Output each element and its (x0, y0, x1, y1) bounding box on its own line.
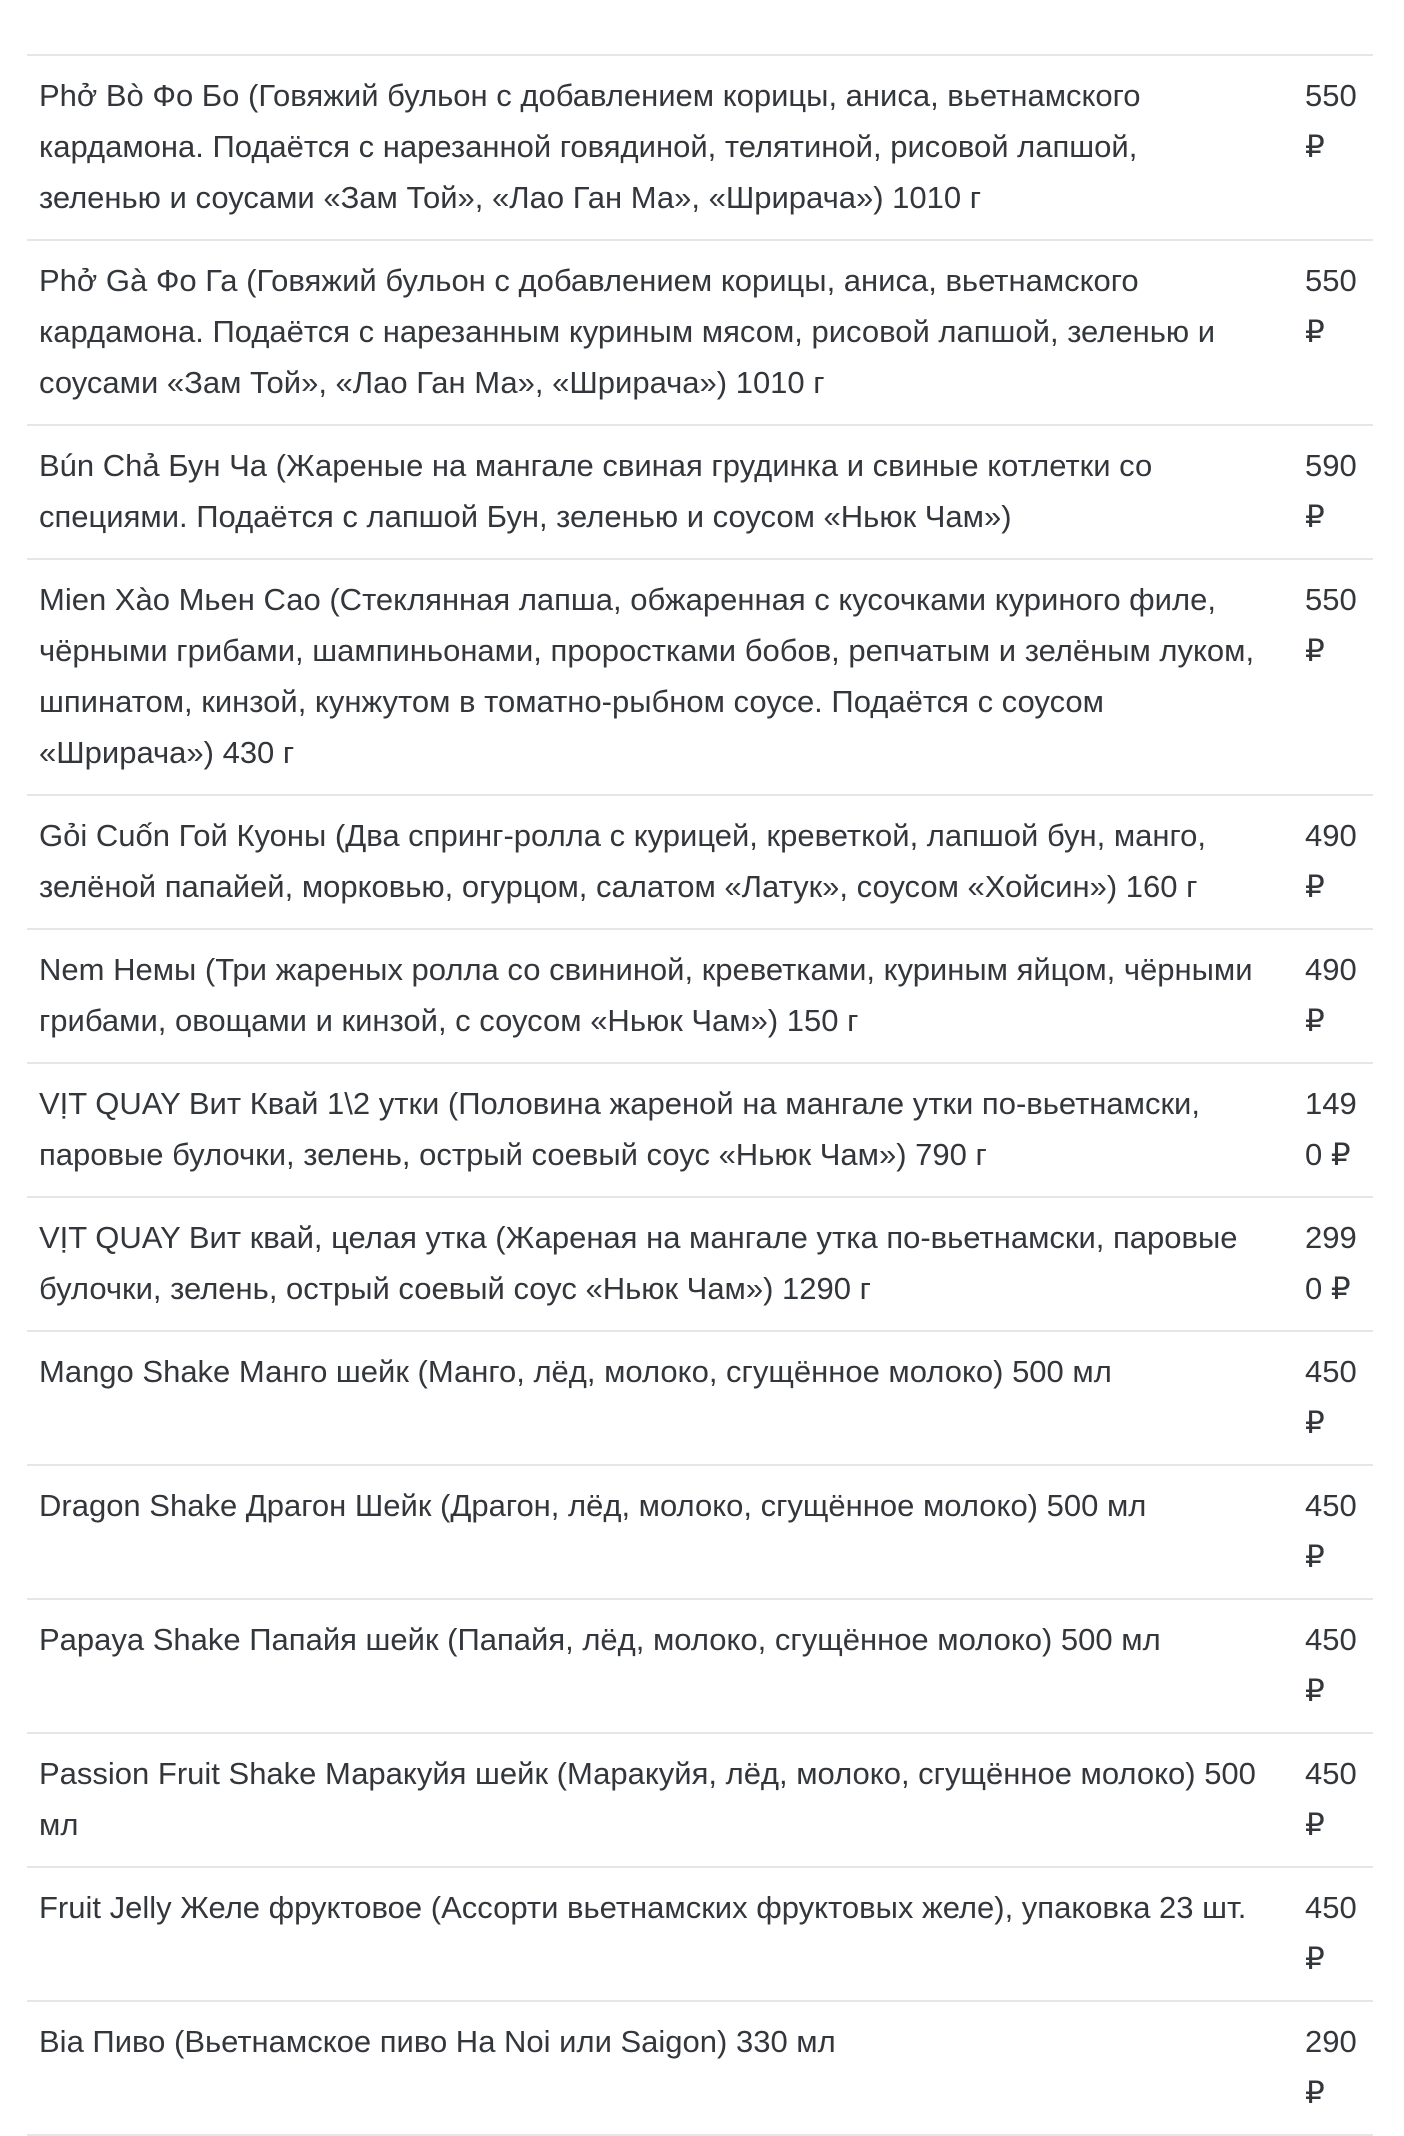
menu-row (27, 1599, 1373, 1733)
item-description: Mien Xào Мьен Сао (Стеклянная лапша, обжаренная с кусочками куриного филе, чёрными грибами, шампиньонами, проростками бобов, репчатым и зелёным луком, шпинатом, кинзой, кунжутом в томатно-рыбном соусе. Подаётся с соусом «Шрирача») 430 г (39, 582, 1255, 770)
menu-row (27, 1197, 1373, 1331)
menu-row (27, 929, 1373, 1063)
item-description: Bia Пиво (Вьетнамское пиво Ha Noi или Saigon) 330 мл (39, 2024, 836, 2059)
item-description: Papaya Shake Папайя шейк (Папайя, лёд, молоко, сгущённое молоко) 500 мл (39, 1622, 1161, 1657)
item-description: Mango Shake Манго шейк (Манго, лёд, молоко, сгущённое молоко) 500 мл (39, 1354, 1112, 1389)
item-price: 450 ₽ (1305, 1890, 1357, 1976)
menu-row (27, 2001, 1373, 2135)
item-price: 450 ₽ (1305, 1488, 1357, 1574)
menu-row (27, 240, 1373, 425)
item-price: 490 ₽ (1305, 818, 1357, 904)
item-description: VỊT QUAY Вит Квай 1\2 утки (Половина жареной на мангале утки по-вьетнамски, паровые булочки, зелень, острый соевый соус «Ньюк Чам») 790 г (39, 1086, 1200, 1172)
item-description: Passion Fruit Shake Маракуйя шейк (Маракуйя, лёд, молоко, сгущённое молоко) 500 мл (39, 1756, 1256, 1842)
item-price: 550 ₽ (1305, 263, 1357, 349)
item-price: 450 ₽ (1305, 1756, 1357, 1842)
item-description: Bún Chả Бун Ча (Жареные на мангале свиная грудинка и свиные котлетки со специями. Подаётся с лапшой Бун, зеленью и соусом «Ньюк Чам») (39, 448, 1153, 534)
item-price: 2990 ₽ (1305, 1220, 1357, 1306)
item-price: 290 ₽ (1305, 2024, 1357, 2110)
item-description: Phở Bò Фо Бо (Говяжий бульон с добавлением корицы, аниса, вьетнамского кардамона. Подаётся с нарезанной говядиной, телятиной, рисовой лапшой, зеленью и соусами «Зам Той», «Лао Ган Ма», «Шрирача») 1010 г (39, 78, 1141, 215)
item-description: Gỏi Cuốn Гой Куоны (Два спринг-ролла с курицей, креветкой, лапшой бун, манго, зелёной папайей, морковью, огурцом, салатом «Латук», соусом «Хойсин») 160 г (39, 818, 1207, 904)
menu-row (27, 1867, 1373, 2001)
menu-row (27, 559, 1373, 795)
menu-row (27, 1465, 1373, 1599)
item-description: Dragon Shake Драгон Шейк (Драгон, лёд, молоко, сгущённое молоко) 500 мл (39, 1488, 1147, 1523)
menu-table (27, 54, 1373, 2136)
item-description: Phở Gà Фо Га (Говяжий бульон с добавлением корицы, аниса, вьетнамского кардамона. Подаётся с нарезанным куриным мясом, рисовой лапшой, зеленью и соусами «Зам Той», «Лао Ган Ма», «Шрирача») 1010 г (39, 263, 1216, 400)
menu-row (27, 1331, 1373, 1465)
item-price: 550 ₽ (1305, 582, 1357, 668)
item-price: 490 ₽ (1305, 952, 1357, 1038)
item-price: 450 ₽ (1305, 1622, 1357, 1708)
item-price: 550 ₽ (1305, 78, 1357, 164)
menu-row (27, 1733, 1373, 1867)
item-price: 1490 ₽ (1305, 1086, 1357, 1172)
menu-row (27, 1063, 1373, 1197)
item-description: VỊT QUAY Вит квай, целая утка (Жареная на мангале утка по-вьетнамски, паровые булочки, зелень, острый соевый соус «Ньюк Чам») 1290 г (39, 1220, 1238, 1306)
item-price: 590 ₽ (1305, 448, 1357, 534)
item-description: Fruit Jelly Желе фруктовое (Ассорти вьетнамских фруктовых желе), упаковка 23 шт. (39, 1890, 1247, 1925)
menu-row (27, 795, 1373, 929)
menu-row (27, 55, 1373, 240)
menu-row (27, 425, 1373, 559)
item-description: Nem Немы (Три жареных ролла со свининой, креветками, куриным яйцом, чёрными грибами, овощами и кинзой, с соусом «Ньюк Чам») 150 г (39, 952, 1253, 1038)
item-price: 450 ₽ (1305, 1354, 1357, 1440)
